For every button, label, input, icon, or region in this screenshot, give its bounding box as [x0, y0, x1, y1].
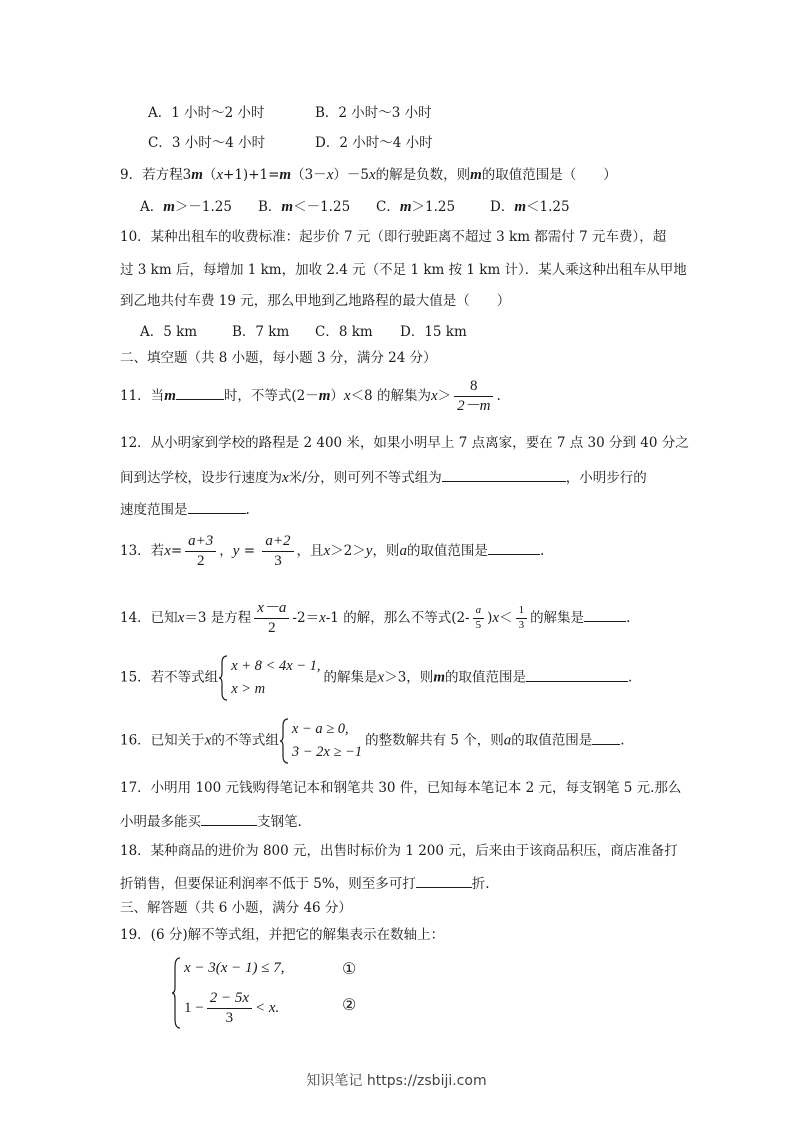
- brace-icon: [172, 957, 182, 1029]
- q12-line-1: 12．从小明家到学校的路程是 2 400 米，如果小明早上 7 点离家，要在 7 点 30 分到 40 分之: [120, 435, 689, 451]
- q8-option-d: D．2 小时～4 小时: [315, 135, 433, 151]
- q9-stem: 9．若方程3m（x+1)+1=m（3－x）－5x的解是负数，则m的取值范围是（ ）: [120, 167, 617, 183]
- q10-line-2: 过 3 km 后，每增加 1 km，加收 2.4 元（不足 1 km 按 1 km 计）．某人乘这种出租车从甲地: [120, 262, 687, 278]
- q18-line-2: 折销售，但要保证利润率不低于 5%，则至多可打 折.: [120, 876, 490, 892]
- fraction: $\frac{1}{3}$: [516, 604, 528, 633]
- q10-option-a: A．5 km: [140, 324, 198, 340]
- fraction: $\frac{8}{2-m}$: [454, 377, 493, 416]
- q15: 15．若不等式组 x + 8 < 4x − 1, x > m 的解集是x＞3，则m的取值范围是 .: [120, 655, 632, 701]
- q9-option-b: B．m＜－1.25: [258, 199, 351, 215]
- q10-line-1: 10．某种出租车的收费标准：起步价 7 元（即行驶距离不超过 3 km 都需付 7 元车费），超: [120, 229, 667, 245]
- answer-blank: [592, 731, 620, 745]
- fraction: $\frac{x-a}{2}$: [254, 599, 289, 638]
- fraction: $\frac{2 - 5x}{3}$: [207, 989, 252, 1028]
- q18-line-1: 18．某种商品的进价为 800 元，出售时标价为 1 200 元，后来由于该商品积压，商店准备打: [120, 843, 678, 859]
- answer-blank: [176, 386, 224, 400]
- answer-blank: [416, 874, 472, 888]
- answer-blank: [526, 668, 628, 682]
- section-3-heading: 三、解答题（共 6 小题，满分 46 分）: [120, 900, 352, 916]
- section-2-heading: 二、填空题（共 8 小题，每小题 3 分，满分 24 分）: [120, 350, 437, 366]
- marker-2: ②: [342, 995, 357, 1014]
- q17-line-2: 小明最多能买 支钢笔.: [120, 814, 302, 830]
- q10-line-3: 到乙地共付车费 19 元，那么甲地到乙地路程的最大值是（ ）: [120, 293, 511, 309]
- fraction: $\frac{a+3}{2}$: [185, 532, 216, 571]
- answer-blank: [442, 468, 566, 482]
- q10-option-d: D．15 km: [400, 324, 467, 340]
- answer-blank: [488, 541, 540, 555]
- q9-option-d: D．m＜1.25: [490, 199, 570, 215]
- q16: 16．已知关于x的不等式组 x − a ≥ 0, 3 − 2x ≥ −1 的整数解共有 5 个，则a的取值范围是 .: [120, 718, 625, 764]
- inequality-system: x + 8 < 4x − 1, x > m: [221, 655, 320, 701]
- q11: 11．当m 时，不等式(2－m）x＜8 的解集为x＞ $\frac{8}{2-m}$ .: [120, 378, 501, 414]
- fraction: $\frac{a}{5}$: [473, 604, 485, 633]
- q12-line-3: 速度范围是 .: [120, 502, 250, 518]
- q17-line-1: 17．小明用 100 元钱购得笔记本和钢笔共 30 件，已知每本笔记本 2 元，每支钢笔 5 元.那么: [120, 780, 682, 796]
- q9-option-a: A．m＞－1.25: [140, 199, 232, 215]
- q8-option-b: B．2 小时～3 小时: [315, 105, 432, 121]
- answer-blank: [201, 812, 257, 826]
- q19-intro: 19．(6 分)解不等式组，并把它的解集表示在数轴上：: [120, 927, 445, 943]
- q8-option-a: A．1 小时～2 小时: [148, 105, 265, 121]
- fraction: $\frac{a+2}{3}$: [262, 532, 293, 571]
- q14: 14．已知x＝3 是方程 $\frac{x-a}{2}$ -2＝x-1 的解，那么不等式(2- $\frac{a}{5}$ )x＜ $\frac{1}{3}$ 的解集是 .: [120, 600, 631, 636]
- answer-blank: [188, 500, 246, 514]
- marker-1: ①: [342, 959, 357, 978]
- q10-option-c: C．8 km: [315, 324, 373, 340]
- q8-option-c: C．3 小时～4 小时: [148, 135, 266, 151]
- q13: 13．若x= $\frac{a+3}{2}$ ，y = $\frac{a+2}{3}$ ，且x＞2＞y，则a的取值范围是 .: [120, 533, 545, 569]
- q12-line-2: 间到达学校，设步行速度为x米/分，则可列不等式组为 ，小明步行的: [120, 470, 647, 486]
- footer-watermark: 知识笔记 https://zsbiji.com: [306, 1073, 487, 1089]
- q10-option-b: B．7 km: [232, 324, 290, 340]
- inequality-system: x − a ≥ 0, 3 − 2x ≥ −1: [282, 718, 362, 764]
- answer-blank: [584, 608, 626, 622]
- q9-option-c: C．m＞1.25: [376, 199, 456, 215]
